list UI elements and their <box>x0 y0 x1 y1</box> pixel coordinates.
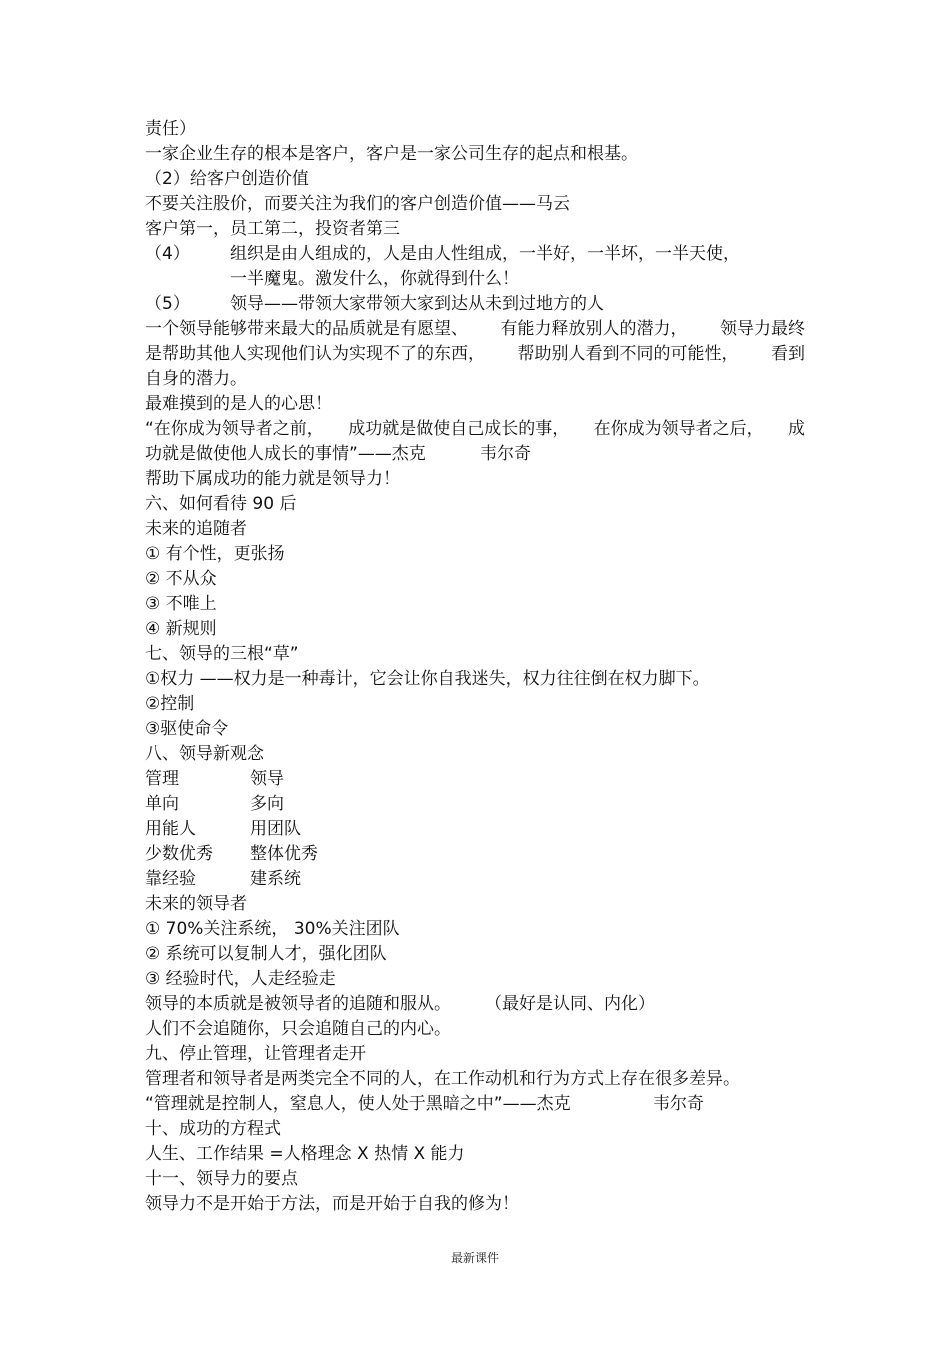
section-heading: 六、如何看待 90 后 <box>145 494 297 514</box>
text-line: 未来的追随者 <box>145 519 247 539</box>
text-line: 管理者和领导者是两类完全不同的人，在工作动机和行为方式上存在很多差异。 <box>145 1069 740 1089</box>
numbered-item <box>145 293 604 315</box>
compare-row <box>145 768 284 790</box>
list-item: ④ 新规则 <box>145 619 217 639</box>
compare-right: 整体优秀 <box>250 844 318 864</box>
compare-left: 管理 <box>145 769 179 789</box>
item-text: 组织是由人组成的，人是由人性组成，一半好，一半坏，一半天使， <box>230 244 740 264</box>
text-segment: 在你成为领导者之后， <box>593 419 764 439</box>
text-segment: “管理就是控制人，窒息人，使人处于黑暗之中”——杰克 <box>145 1094 571 1114</box>
text-line: 一家企业生存的根本是客户，客户是一家公司生存的起点和根基。 <box>145 144 638 164</box>
author-name: 韦尔奇 <box>653 1094 704 1114</box>
paragraph-line <box>145 343 805 365</box>
compare-left: 单向 <box>145 794 179 814</box>
item-continuation: 一半魔鬼。激发什么，你就得到什么！ <box>230 269 519 289</box>
section-heading: 八、领导新观念 <box>145 744 264 764</box>
section-heading: 七、领导的三根“草” <box>145 644 299 664</box>
item-number: （5） <box>145 294 190 314</box>
text-segment: 领导的本质就是被领导者的追随和服从。 <box>145 994 451 1014</box>
text-segment: 领导力最终 <box>720 319 805 339</box>
text-line <box>145 993 655 1015</box>
text-segment: 帮助别人看到不同的可能性， <box>517 344 739 364</box>
page-footer: 最新课件 <box>450 1251 499 1265</box>
compare-left: 用能人 <box>145 819 196 839</box>
quote-line <box>145 418 805 440</box>
compare-right: 建系统 <box>250 869 301 889</box>
list-item: ② 系统可以复制人才，强化团队 <box>145 944 387 964</box>
quote-line: 不要关注股价，而要关注为我们的客户创造价值——马云 <box>145 194 570 214</box>
text-segment: 一个领导能够带来最大的品质就是有愿望、 <box>145 319 468 339</box>
section-heading: 十、成功的方程式 <box>145 1119 281 1139</box>
paragraph-line <box>145 318 805 340</box>
list-item: ②控制 <box>145 694 195 714</box>
text-line: 领导力不是开始于方法，而是开始于自我的修为！ <box>145 1194 519 1214</box>
text-segment: 是帮助其他人实现他们认为实现不了的东西， <box>145 344 485 364</box>
section-heading: 九、停止管理，让管理者走开 <box>145 1044 366 1064</box>
text-line: 责任） <box>145 119 196 139</box>
compare-left: 靠经验 <box>145 869 196 889</box>
text-segment: 功就是做使他人成长的事情”——杰克 <box>145 444 426 464</box>
list-item: ① 70%关注系统， 30%关注团队 <box>145 919 400 939</box>
compare-row <box>145 793 284 815</box>
compare-row <box>145 843 318 865</box>
formula-line: 人生、工作结果 =人格理念 X 热情 X 能力 <box>145 1144 465 1164</box>
subheading: （2）给客户创造价值 <box>145 169 309 189</box>
list-item: ③ 不唯上 <box>145 594 217 614</box>
compare-row <box>145 868 301 890</box>
compare-right: 领导 <box>250 769 284 789</box>
text-segment: 成 <box>787 419 805 439</box>
compare-left: 少数优秀 <box>145 844 213 864</box>
quote-line <box>145 1093 704 1115</box>
text-segment: 成功就是做使自己成长的事， <box>348 419 570 439</box>
text-line: 帮助下属成功的能力就是领导力！ <box>145 469 400 489</box>
item-text: 领导——带领大家带领大家到达从未到过地方的人 <box>230 294 604 314</box>
text-line: 未来的领导者 <box>145 894 247 914</box>
text-segment: （最好是认同、内化） <box>485 994 655 1014</box>
text-segment: “在你成为领导者之前， <box>145 419 324 439</box>
list-item: ③ 经验时代，人走经验走 <box>145 969 336 989</box>
compare-row <box>145 818 301 840</box>
list-item: ② 不从众 <box>145 569 217 589</box>
paragraph-line: 自身的潜力。 <box>145 369 247 389</box>
list-item: ①权力 ——权力是一种毒计，它会让你自我迷失，权力往往倒在权力脚下。 <box>145 669 710 689</box>
text-line: 最难摸到的是人的心思！ <box>145 394 332 414</box>
text-segment: 看到 <box>771 344 805 364</box>
compare-right: 多向 <box>250 794 284 814</box>
compare-right: 用团队 <box>250 819 301 839</box>
numbered-item <box>145 243 740 265</box>
author-name: 韦尔奇 <box>480 444 531 464</box>
list-item: ① 有个性，更张扬 <box>145 544 285 564</box>
text-line: 人们不会追随你，只会追随自己的内心。 <box>145 1019 451 1039</box>
item-number: （4） <box>145 244 190 264</box>
text-line: 客户第一，员工第二，投资者第三 <box>145 219 400 239</box>
section-heading: 十一、领导力的要点 <box>145 1169 298 1189</box>
quote-line <box>145 443 531 465</box>
list-item: ③驱使命令 <box>145 719 229 739</box>
text-segment: 有能力释放别人的潜力， <box>500 319 688 339</box>
